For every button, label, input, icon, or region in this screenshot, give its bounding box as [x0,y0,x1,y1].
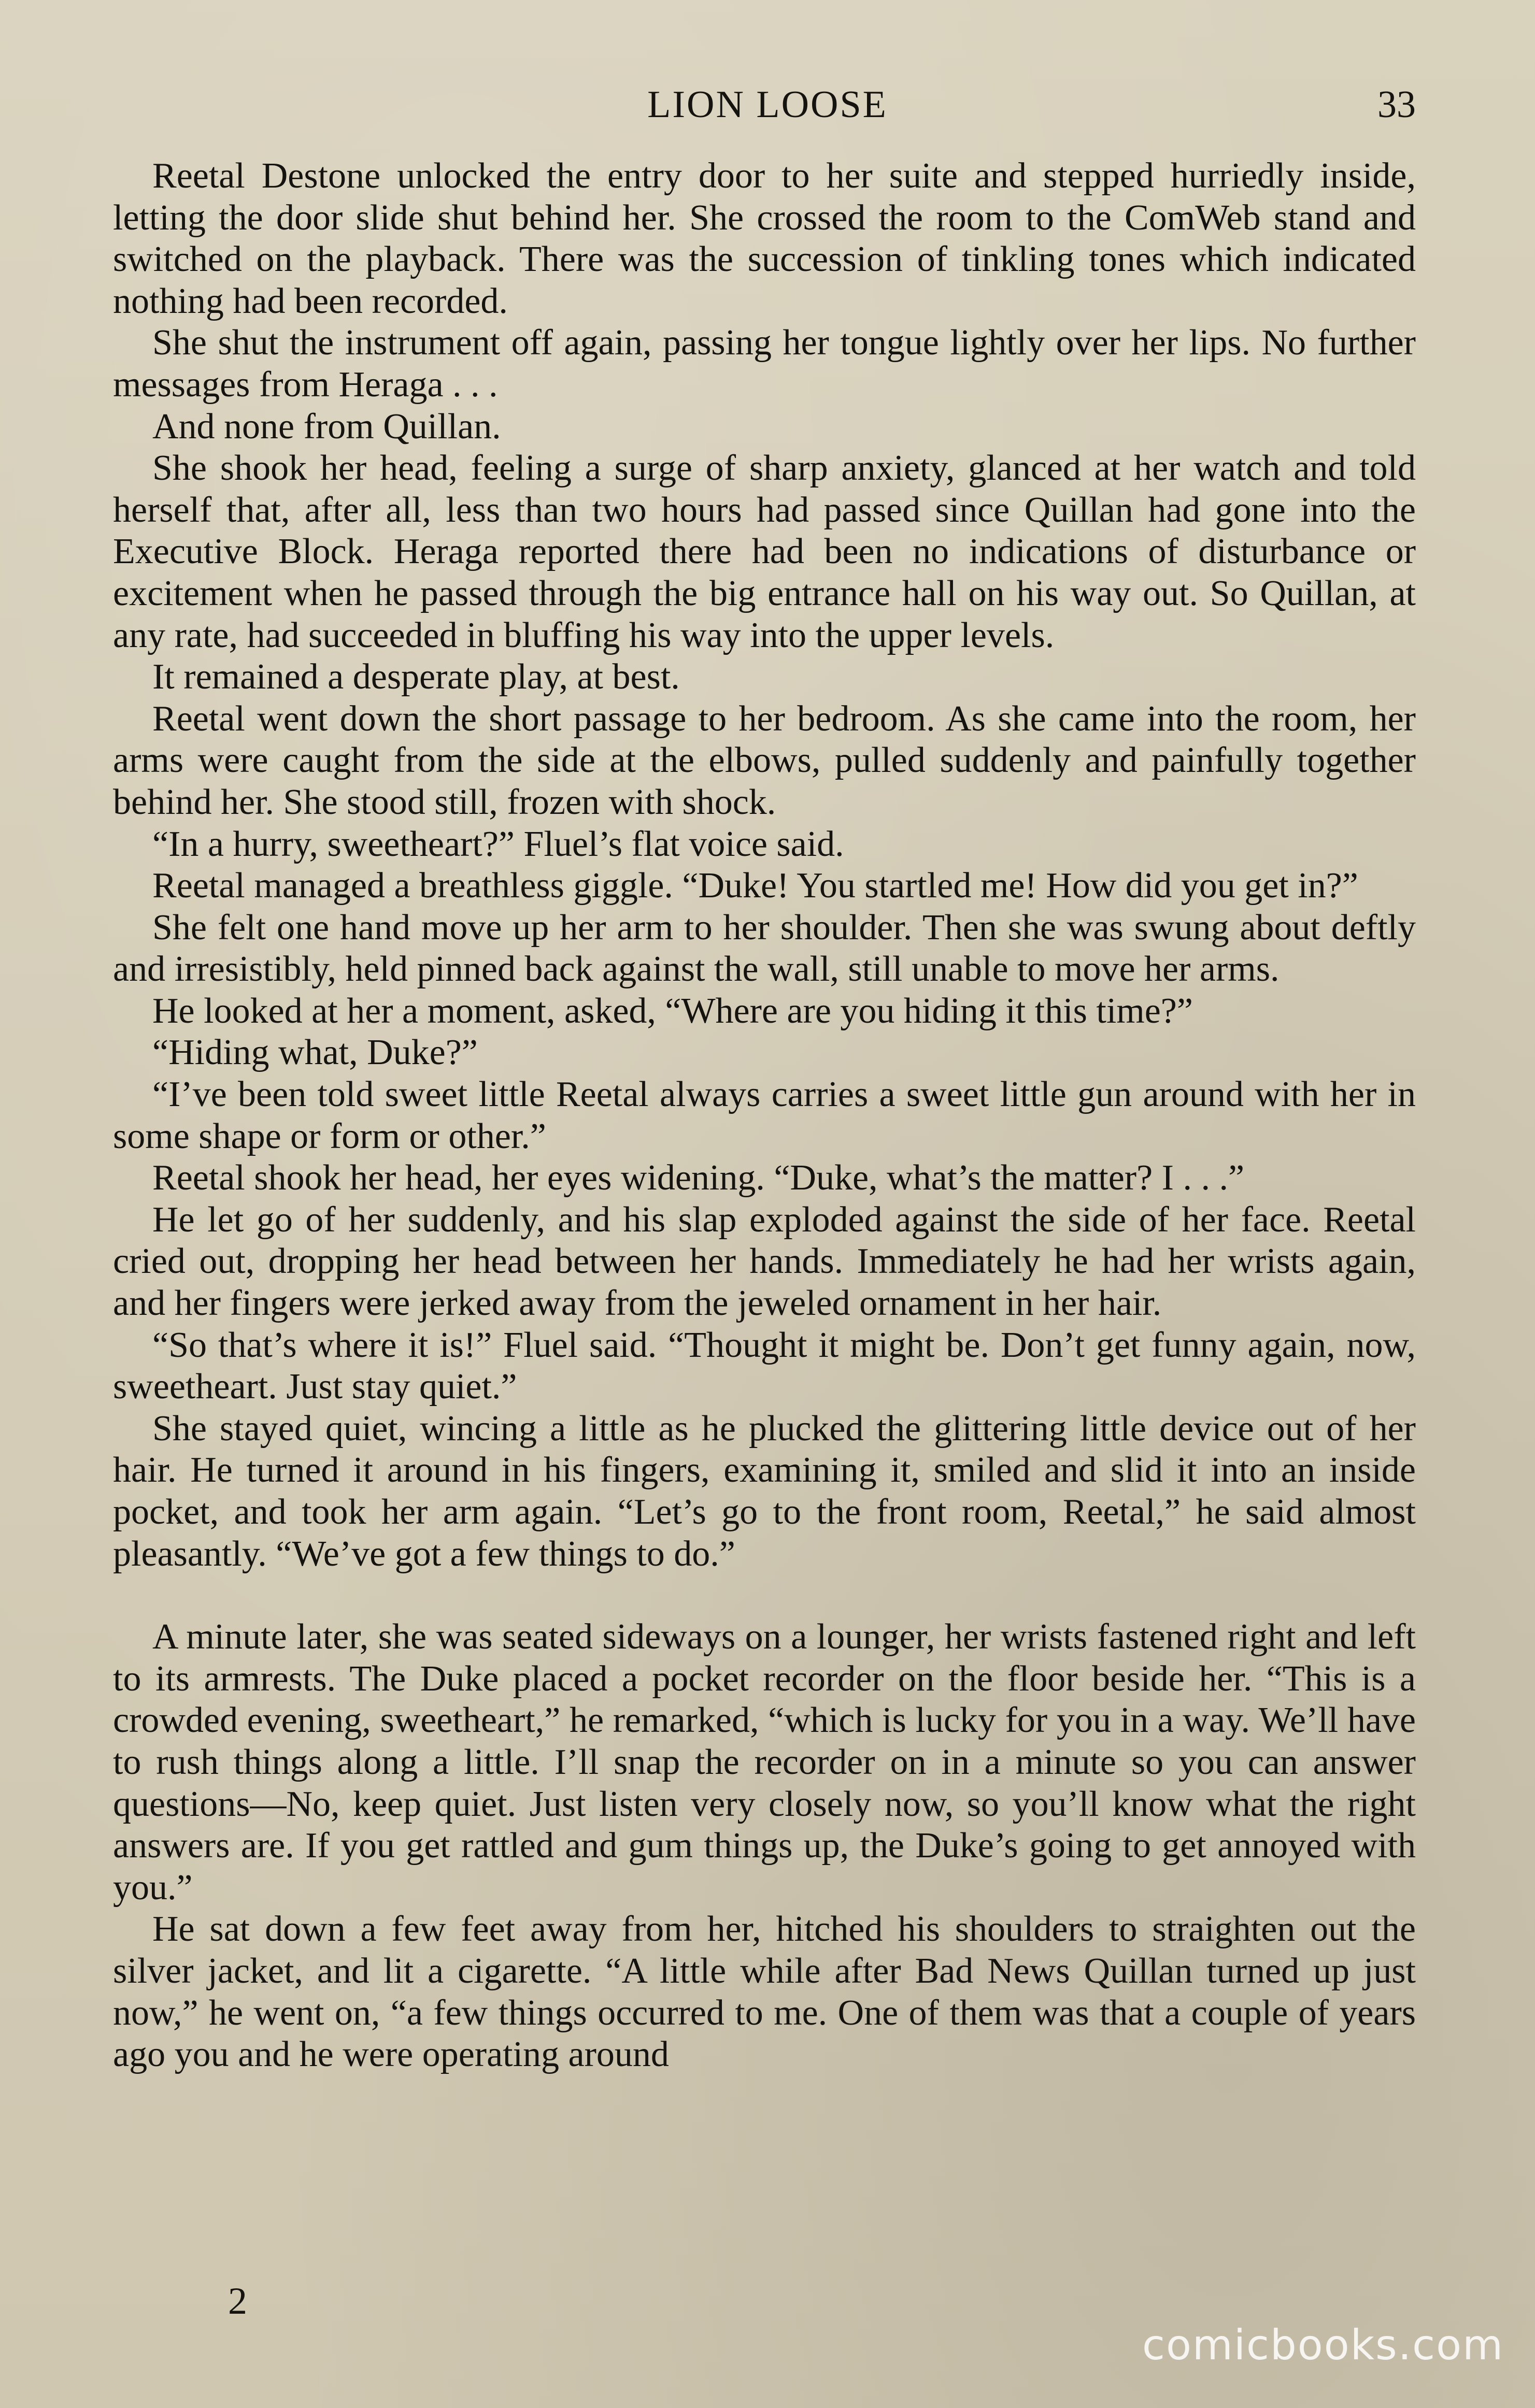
paragraph: He let go of her suddenly, and his slap exploded against the side of her face. Reetal cried out, dropping her head between her hands. Immediately he had her wrists again, and her fingers were jerked away from the jeweled ornament in her hair. [113,1199,1416,1324]
paragraph: “So that’s where it is!” Fluel said. “Thought it might be. Don’t get funny again, now, sweetheart. Just stay quiet.” [113,1325,1416,1407]
paragraph: Reetal went down the short passage to her bedroom. As she came into the room, her arms were caught from the side at the elbows, pulled suddenly and painfully together behind her. She stood still, frozen with shock. [113,698,1416,822]
paragraph: Reetal Destone unlocked the entry door to her suite and stepped hurriedly inside, letting the door slide shut behind her. She crossed the room to the ComWeb stand and switched on the playback. There was the succession of tinkling tones which indicated nothing had been recorded. [113,156,1416,321]
page-body [113,155,1416,2076]
page-number: 33 [1377,83,1416,126]
paragraph: Reetal shook her head, her eyes widening. “Duke, what’s the matter? I . . .” [152,1158,1245,1198]
paragraph: “Hiding what, Duke?” [152,1033,478,1073]
signature-mark: 2 [228,2280,247,2323]
watermark: comicbooks.com [1142,2321,1504,2369]
paragraph: She shook her head, feeling a surge of sharp anxiety, glanced at her watch and told herself that, after all, less than two hours had passed since Quillan had gone into the Executive Block. Heraga reported there had been no indications of disturbance or excitement when he passed through the big entrance hall on his way out. So Quillan, at any rate, had succeeded in bluffing his way into the upper levels. [113,448,1416,655]
paragraph: He looked at her a moment, asked, “Where are you hiding it this time?” [152,991,1193,1031]
paragraph: And none from Quillan. [152,406,501,447]
paragraph: She felt one hand move up her arm to her shoulder. Then she was swung about deftly and irresistibly, held pinned back against the wall, still unable to move her arms. [113,907,1416,990]
paragraph: Reetal managed a breathless giggle. “Duke! You startled me! How did you get in?” [152,866,1358,906]
paragraph: It remained a desperate play, at best. [152,657,680,697]
paragraph: “In a hurry, sweetheart?” Fluel’s flat voice said. [152,824,844,864]
page-header [0,83,1535,135]
paragraph: He sat down a few feet away from her, hitched his shoulders to straighten out the silver jacket, and lit a cigarette. “A little while after Bad News Quillan turned up just now,” he went on, “a few things occurred to me. One of them was that a couple of years ago you and he were operating around [113,1909,1416,2075]
paragraph: She shut the instrument off again, passing her tongue lightly over her lips. No further messages from Heraga . . . [113,323,1416,405]
paragraph: “I’ve been told sweet little Reetal always carries a sweet little gun around with her in some shape or form or other.” [113,1074,1416,1156]
paragraph: A minute later, she was seated sideways on a lounger, her wrists fastened right and left to its armrests. The Duke placed a pocket recorder on the floor beside her. “This is a crowded evening, sweetheart,” he remarked, “which is lucky for you in a way. We’ll have to rush things along a little. I’ll snap the recorder on in a minute so you can answer questions—No, keep quiet. Just listen very closely now, so you’ll know what the right answers are. If you get rattled and gum things up, the Duke’s going to get annoyed with you.” [113,1617,1416,1908]
paragraph: She stayed quiet, wincing a little as he plucked the glittering little device out of her hair. He turned it around in his fingers, examining it, smiled and slid it into an inside pocket, and took her arm again. “Let’s go to the front room, Reetal,” he said almost pleasantly. “We’ve got a few things to do.” [113,1408,1416,1574]
running-title: LION LOOSE [647,83,888,126]
